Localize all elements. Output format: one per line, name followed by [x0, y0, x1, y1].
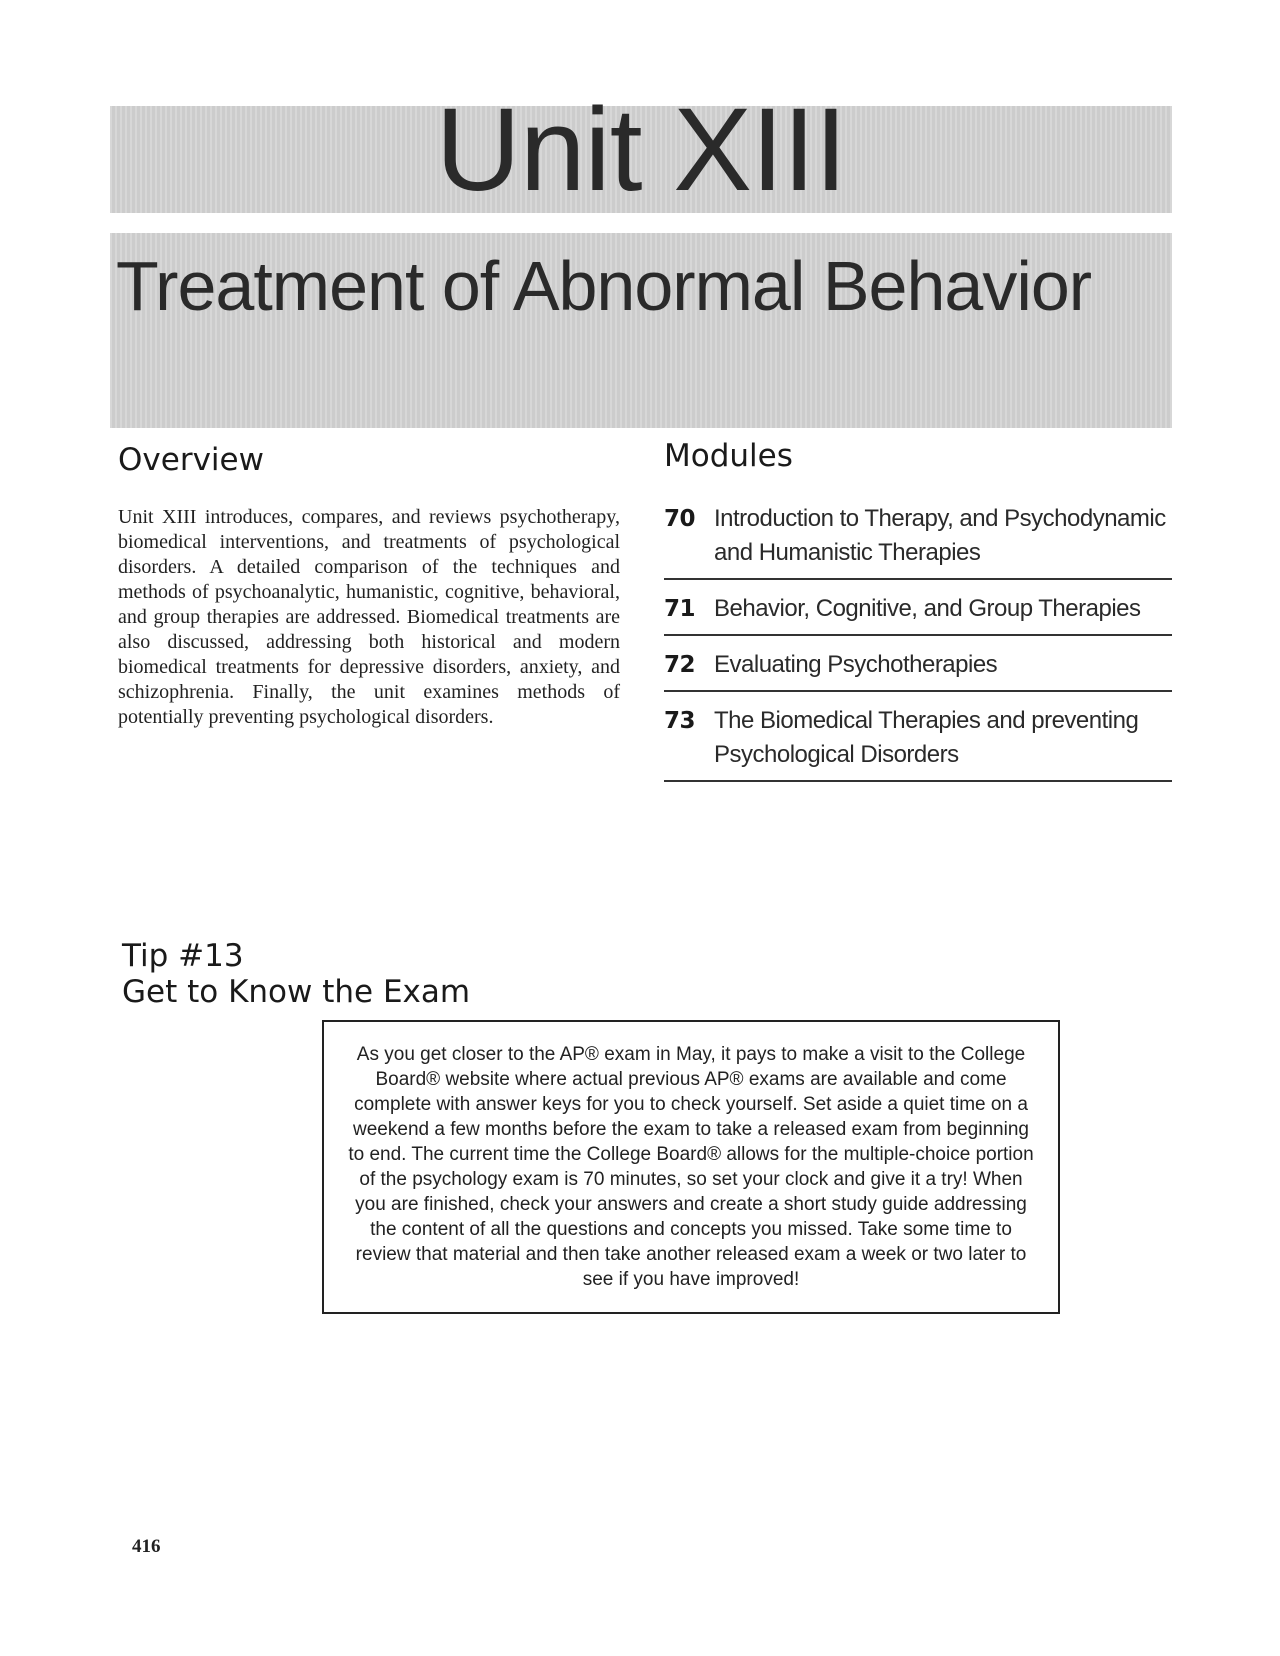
unit-subtitle: Treatment of Abnormal Behavior: [116, 247, 1092, 325]
modules-list: [664, 502, 1172, 794]
tip-body: As you get closer to the AP® exam in May, it pays to make a visit to the College Board® website where actual previous AP® exams are available and come complete with answer keys for you to check yourself. Set aside a quiet time on a weekend a few months before the exam to take a released exam from beginning to end. The current time the College Board® allows for the multiple-choice portion of the psychology exam is 70 minutes, so set your clock and give it a try! When you are finished, check your answers and create a short study guide addressing the content of all the questions and concepts you missed. Take some time to review that material and then take another released exam a week or two later to see if you have improved!: [348, 1044, 1034, 1290]
module-item-72: [664, 648, 1172, 692]
module-title: Evaluating Psychotherapies: [714, 651, 998, 678]
tip-title: Get to Know the Exam: [122, 974, 471, 1010]
unit-title: Unit XIII: [435, 84, 847, 216]
page-number: 416: [132, 1536, 161, 1557]
module-item-71: [664, 592, 1172, 636]
modules-heading: Modules: [664, 438, 793, 474]
module-title: Behavior, Cognitive, and Group Therapies: [714, 595, 1141, 622]
module-number: 73: [664, 708, 696, 734]
overview-text: Unit XIII introduces, compares, and reviews psychotherapy, biomedical interventions, and treatments of psychological disorders. A detailed comparison of the techniques and methods of psychoanalytic, humanistic, cognitive, behavioral, and group therapies are addressed. Biomedical treatments are also discussed, addressing both historical and modern biomedical treatments for depressive disorders, anxiety, and schizophrenia. Finally, the unit examines methods of potentially preventing psychological disorders.: [118, 506, 620, 728]
tip-number: Tip #13: [122, 938, 244, 974]
overview-heading: Overview: [118, 442, 264, 478]
module-title: Introduction to Therapy, and Psychodynamic and Humanistic Therapies: [714, 505, 1166, 566]
module-number: 70: [664, 506, 696, 532]
tip-heading: [122, 938, 470, 1010]
tip-box: [322, 1020, 1060, 1314]
module-item-73: [664, 704, 1172, 782]
module-title: The Biomedical Therapies and preventing Psychological Disorders: [714, 707, 1139, 768]
module-number: 71: [664, 596, 696, 622]
module-item-70: [664, 502, 1172, 580]
module-number: 72: [664, 652, 696, 678]
